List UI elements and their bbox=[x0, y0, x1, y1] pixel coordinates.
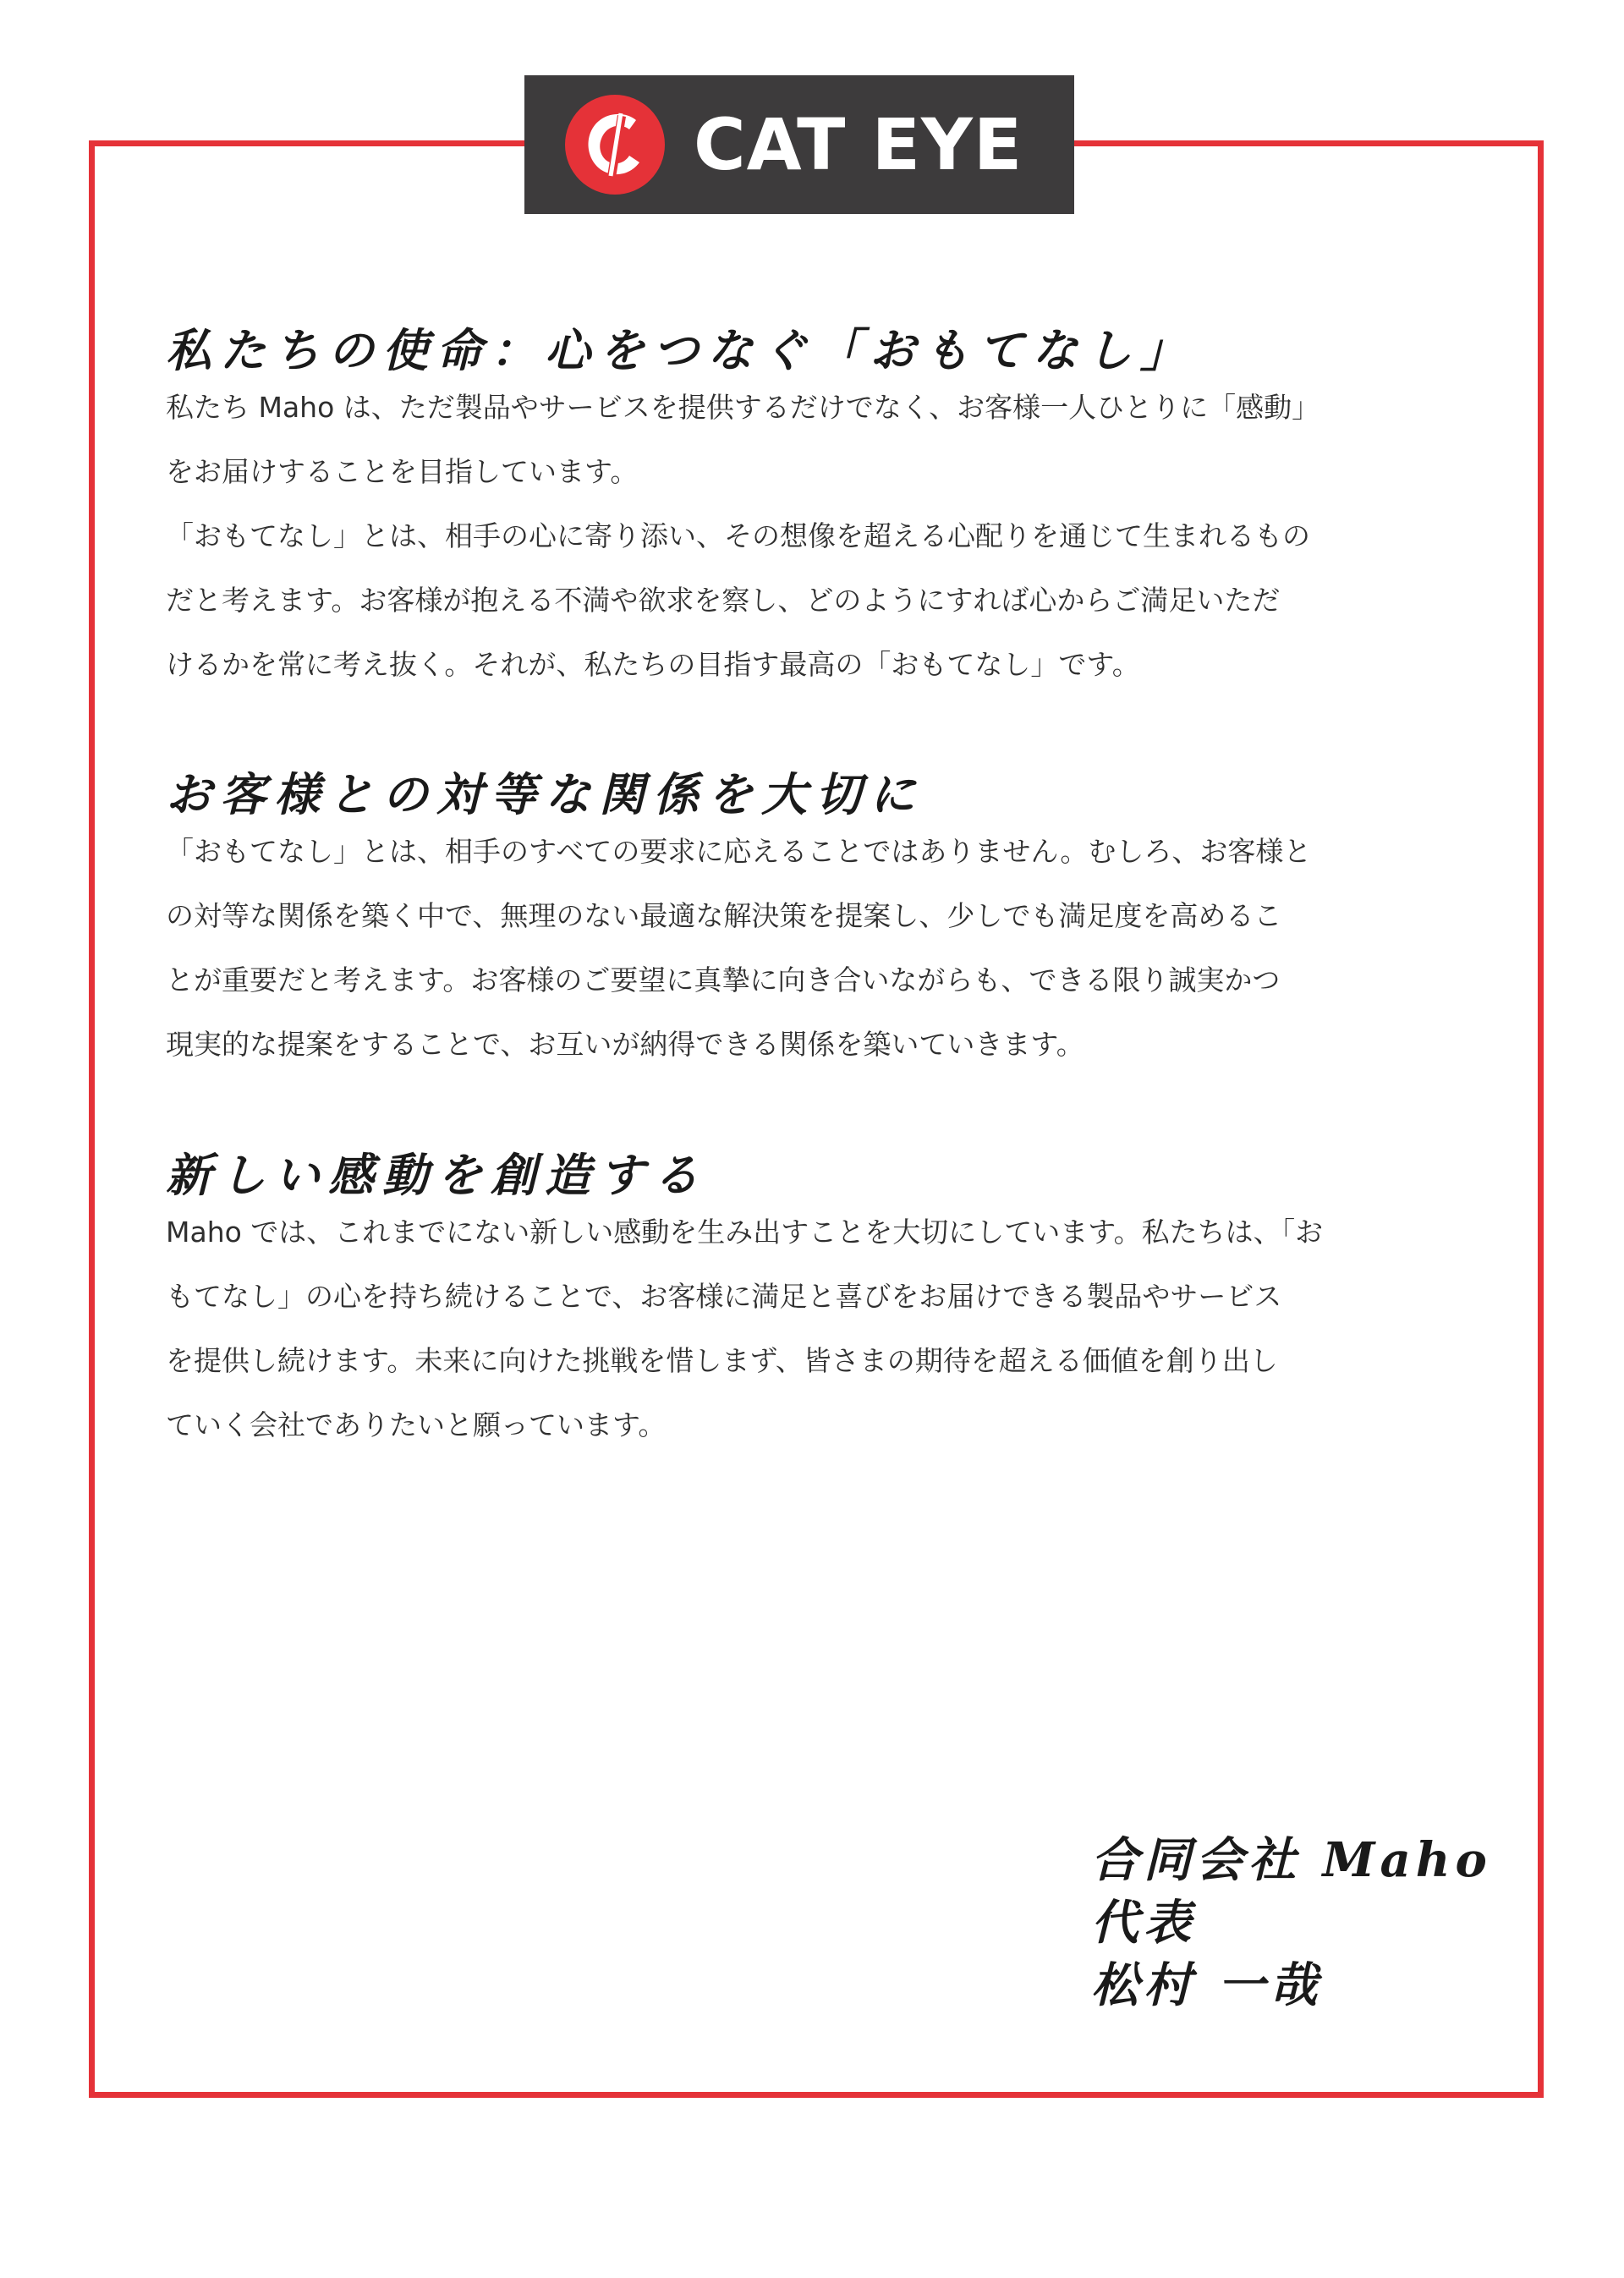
section-new-emotion bbox=[166, 1150, 1477, 1457]
section-paragraph: Maho では、これまでにない新しい感動を生み出すことを大切にしています。私たちは、「お もてなし」の心を持ち続けることで、お客様に満足と喜びをお届けできる製品やサービス を提供し続けます。未来に向けた挑戦を惜しまず、皆さまの期待を超える価値を創り出し ていく会社でありたいと願っています。 bbox=[166, 1216, 1324, 1442]
section-heading: お客様との対等な関係を大切に bbox=[166, 767, 924, 821]
signature-title: 代表 bbox=[1091, 1895, 1196, 1951]
signature-company: 合同会社 Maho bbox=[1091, 1832, 1492, 1888]
section-mission bbox=[166, 323, 1477, 697]
signature-block bbox=[1091, 1829, 1492, 2017]
c-circle-logo-icon bbox=[565, 95, 665, 195]
brand-logo bbox=[524, 75, 1074, 214]
section-equal-relationship bbox=[166, 767, 1477, 1077]
signature-name: 松村 一哉 bbox=[1091, 1957, 1323, 2013]
section-heading: 私たちの使命：心をつなぐ「おもてなし」 bbox=[166, 323, 1194, 377]
section-paragraph: 「おもてなし」とは、相手の心に寄り添い、その想像を超える心配りを通じて生まれるもの だと考えます。お客様が抱える不満や欲求を察し、どのようにすれば心からご満足いただ けるかを常に考え抜く。それが、私たちの目指す最高の「おもてなし」です。 bbox=[166, 519, 1310, 682]
section-paragraph: 私たち Maho は、ただ製品やサービスを提供するだけでなく、お客様一人ひとりに「感動」 をお届けすることを目指しています。 bbox=[166, 391, 1320, 489]
section-paragraph: 「おもてなし」とは、相手のすべての要求に応えることではありません。むしろ、お客様と の対等な関係を築く中で、無理のない最適な解決策を提案し、少しでも満足度を高めるこ とが重要だと考えます。お客様のご要望に真摯に向き合いながらも、できる限り誠実かつ 現実的な提案をすることで、お互いが納得できる関係を築いていきます。 bbox=[166, 835, 1312, 1062]
section-heading: 新しい感動を創造する bbox=[166, 1148, 707, 1202]
brand-name: CAT EYE bbox=[694, 103, 1023, 186]
